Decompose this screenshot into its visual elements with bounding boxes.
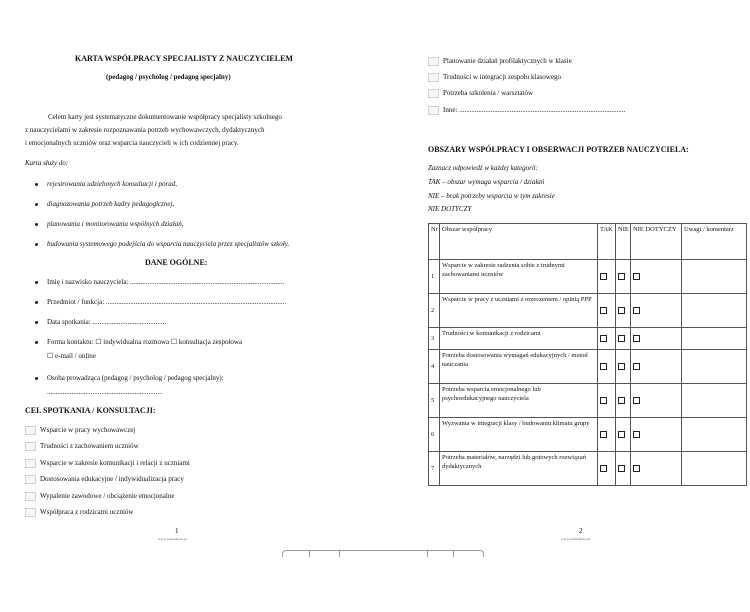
- website-footer: www.taknamiza.pl: [561, 537, 591, 541]
- checkbox-icon[interactable]: [600, 397, 607, 404]
- instruction-line: TAK – obszar wymaga wsparcia / działań: [428, 178, 545, 186]
- goal-checkbox-item[interactable]: Trudności w integracji zespołu klasowego: [428, 73, 561, 82]
- goal-heading: CEL SPOTKANIA / KONSULTACJI:: [25, 406, 156, 415]
- checkbox-icon[interactable]: [618, 335, 625, 342]
- table-header-row: [429, 224, 747, 260]
- bullet-icon: [35, 321, 38, 324]
- table-row: [429, 384, 747, 418]
- header-yes: TAK: [598, 224, 616, 260]
- row-number: 7: [429, 452, 440, 486]
- checkbox-icon[interactable]: [428, 89, 439, 98]
- bullet-icon: [35, 243, 38, 246]
- areas-heading: OBSZARY WSPÓŁPRACY I OBSERWACJI POTRZEB NAUCZYCIELA:: [428, 145, 689, 154]
- yes-cell[interactable]: [598, 328, 616, 350]
- bullet-icon: [35, 203, 38, 206]
- yes-cell[interactable]: [598, 418, 616, 452]
- page-number: 2: [579, 527, 583, 535]
- list-item: rejestrowania udzielonych konsultacji i porad,: [35, 180, 177, 189]
- checkbox-icon[interactable]: [618, 307, 625, 314]
- yes-cell[interactable]: [598, 350, 616, 384]
- checkbox-icon[interactable]: [618, 431, 625, 438]
- instruction-line: NIE DOTYCZY: [428, 205, 472, 213]
- row-number: 6: [429, 418, 440, 452]
- header-notes: Uwagi / komentarz: [682, 224, 747, 260]
- yes-cell[interactable]: [598, 294, 616, 328]
- row-area: Wyzwania w integracji klasy / budowaniu klimatu grupy: [440, 418, 598, 452]
- bullet-icon: [35, 183, 38, 186]
- checkbox-icon[interactable]: [633, 335, 640, 342]
- lead-person-field[interactable]: Osoba prowadząca (pedagog / psycholog / pedagog specjalny):: [35, 374, 224, 383]
- checkbox-icon[interactable]: [600, 431, 607, 438]
- checkbox-icon[interactable]: [25, 442, 36, 451]
- row-area: Potrzeba dostosowania wymagań edukacyjnych / metod nauczania: [440, 350, 598, 384]
- bullet-icon: [35, 223, 38, 226]
- notes-cell[interactable]: [682, 418, 747, 452]
- notes-cell[interactable]: [682, 260, 747, 294]
- checkbox-icon[interactable]: [618, 465, 625, 472]
- bullet-icon: [35, 341, 38, 344]
- na-cell[interactable]: [631, 260, 682, 294]
- table-row: [429, 260, 747, 294]
- table-row: [429, 350, 747, 384]
- viewer-toolbar[interactable]: [282, 550, 484, 557]
- bullet-icon: [35, 281, 38, 284]
- no-cell[interactable]: [616, 350, 631, 384]
- notes-cell[interactable]: [682, 328, 747, 350]
- checkbox-icon[interactable]: [633, 273, 640, 280]
- checkbox-icon[interactable]: [25, 475, 36, 484]
- no-cell[interactable]: [616, 260, 631, 294]
- checkbox-icon[interactable]: [25, 426, 36, 435]
- contact-form-online[interactable]: ☐ e-mail / online: [47, 352, 96, 360]
- checkbox-icon[interactable]: [600, 335, 607, 342]
- row-area: Potrzeba wsparcia emocjonalnego lub psychoedukacyjnego nauczyciela: [440, 384, 598, 418]
- checkbox-icon[interactable]: [600, 307, 607, 314]
- website-footer: www.taknamiza.pl: [158, 537, 188, 541]
- intro-line-3: i emocjonalnych uczniów oraz wsparcia nauczycieli w ich codziennej pracy.: [25, 139, 239, 147]
- checkbox-icon[interactable]: [25, 508, 36, 517]
- goal-checkbox-item[interactable]: Wsparcie w pracy wychowawczej: [25, 426, 135, 435]
- row-area: Wsparcie w zakresie radzenia sobie z trudnymi zachowaniami uczniów: [440, 260, 598, 294]
- intro-line-1: Celem karty jest systematyczne dokumentowanie współpracy specjalisty szkolnego: [48, 113, 282, 121]
- checkbox-icon[interactable]: [633, 465, 640, 472]
- checkbox-icon[interactable]: [25, 459, 36, 468]
- checkbox-icon[interactable]: [618, 397, 625, 404]
- table-row: [429, 294, 747, 328]
- row-area: Wsparcie w pracy z uczniami z orzeczeniem / opinią PPP: [440, 294, 598, 328]
- table-row: [429, 328, 747, 350]
- goal-checkbox-item[interactable]: Inne: ...............................................................................................: [428, 106, 625, 115]
- header-nr: Nr: [429, 224, 440, 260]
- meeting-date-field[interactable]: Data spotkania: ..........................................: [35, 318, 166, 327]
- header-area: Obszar współpracy: [440, 224, 598, 260]
- header-not-applicable: NIE DOTYCZY: [631, 224, 682, 260]
- checkbox-icon[interactable]: [428, 106, 439, 115]
- instruction-line: Zaznacz odpowiedź w każdej kategorii:: [428, 164, 539, 172]
- checkbox-icon[interactable]: [633, 431, 640, 438]
- bullet-icon: [35, 377, 38, 380]
- page-number: 1: [175, 527, 179, 535]
- notes-cell[interactable]: [682, 350, 747, 384]
- checkbox-icon[interactable]: [618, 273, 625, 280]
- teacher-name-field[interactable]: Imię i nazwisko nauczyciela: ........................................................................................: [35, 278, 284, 287]
- checkbox-icon[interactable]: [633, 363, 640, 370]
- yes-cell[interactable]: [598, 384, 616, 418]
- checkbox-icon[interactable]: [633, 397, 640, 404]
- notes-cell[interactable]: [682, 452, 747, 486]
- na-cell[interactable]: [631, 384, 682, 418]
- na-cell[interactable]: [631, 452, 682, 486]
- no-cell[interactable]: [616, 294, 631, 328]
- yes-cell[interactable]: [598, 452, 616, 486]
- row-number: 1: [429, 260, 440, 294]
- goal-checkbox-item[interactable]: Trudności z zachowaniem uczniów: [25, 442, 139, 451]
- checkbox-icon[interactable]: [600, 273, 607, 280]
- notes-cell[interactable]: [682, 384, 747, 418]
- document-subtitle: (pedagog / psycholog / pedagog specjalny): [106, 73, 231, 81]
- checkbox-icon[interactable]: [428, 57, 439, 66]
- subject-field[interactable]: Przedmiot / funkcja: .......................................................................................................: [35, 298, 286, 307]
- areas-table: [428, 223, 747, 486]
- row-area: Trudności w komunikacji z rodzicami: [440, 328, 598, 350]
- no-cell[interactable]: [616, 452, 631, 486]
- checkbox-icon[interactable]: [633, 307, 640, 314]
- general-heading: DANE OGÓLNE:: [145, 258, 208, 267]
- no-cell[interactable]: [616, 328, 631, 350]
- instruction-line: NIE – brak potrzeby wsparcia w tym zakresie: [428, 192, 555, 200]
- checkbox-icon[interactable]: [600, 363, 607, 370]
- goal-checkbox-item[interactable]: Dostosowania edukacyjne / indywidualizacja pracy: [25, 475, 184, 484]
- header-no: NIE: [616, 224, 631, 260]
- goal-checkbox-item[interactable]: Wypalenie zawodowe / obciążenie emocjonalne: [25, 492, 174, 501]
- list-item: planowania i monitorowania wspólnych działań,: [35, 220, 183, 229]
- goal-checkbox-item[interactable]: Potrzeba szkolenia / warsztatów: [428, 89, 533, 98]
- no-cell[interactable]: [616, 384, 631, 418]
- checkbox-icon[interactable]: [25, 492, 36, 501]
- goal-checkbox-item[interactable]: Współpraca z rodzicami uczniów: [25, 508, 134, 517]
- document-page-2: [375, 0, 750, 612]
- row-number: 3: [429, 328, 440, 350]
- row-area: Potrzeba materiałów, narzędzi lub gotowych rozwiązań dydaktycznych: [440, 452, 598, 486]
- intro-line-2: z nauczycielami w zakresie rozpoznawania potrzeb wychowawczych, dydaktycznych: [25, 126, 265, 134]
- list-item: budowania systemowego podejścia do wsparcia nauczyciela przez specjalistów szkoły.: [35, 240, 289, 249]
- contact-form-field[interactable]: Forma kontaktu: ☐ indywidualna rozmowa ☐ konsultacja zespołowa: [35, 338, 242, 347]
- checkbox-icon[interactable]: [600, 465, 607, 472]
- notes-cell[interactable]: [682, 294, 747, 328]
- lead-person-dots: ..................................................................: [47, 388, 163, 396]
- table-row: [429, 418, 747, 452]
- goal-checkbox-item[interactable]: Wsparcie w zakresie komunikacji i relacji z uczniami: [25, 459, 190, 468]
- list-item: diagnozowania potrzeb kadry pedagogicznej,: [35, 200, 174, 209]
- no-cell[interactable]: [616, 418, 631, 452]
- row-number: 2: [429, 294, 440, 328]
- na-cell[interactable]: [631, 294, 682, 328]
- goal-checkbox-item[interactable]: Planowanie działań profilaktycznych w klasie: [428, 57, 572, 66]
- na-cell[interactable]: [631, 418, 682, 452]
- yes-cell[interactable]: [598, 260, 616, 294]
- row-number: 5: [429, 384, 440, 418]
- row-number: 4: [429, 350, 440, 384]
- document-title: KARTA WSPÓŁPRACY SPECJALISTY Z NAUCZYCIELEM: [75, 54, 293, 63]
- checkbox-icon[interactable]: [428, 73, 439, 82]
- checkbox-icon[interactable]: [618, 363, 625, 370]
- bullet-icon: [35, 301, 38, 304]
- na-cell[interactable]: [631, 328, 682, 350]
- na-cell[interactable]: [631, 350, 682, 384]
- table-row: [429, 452, 747, 486]
- purpose-label: Karta służy do:: [25, 159, 69, 167]
